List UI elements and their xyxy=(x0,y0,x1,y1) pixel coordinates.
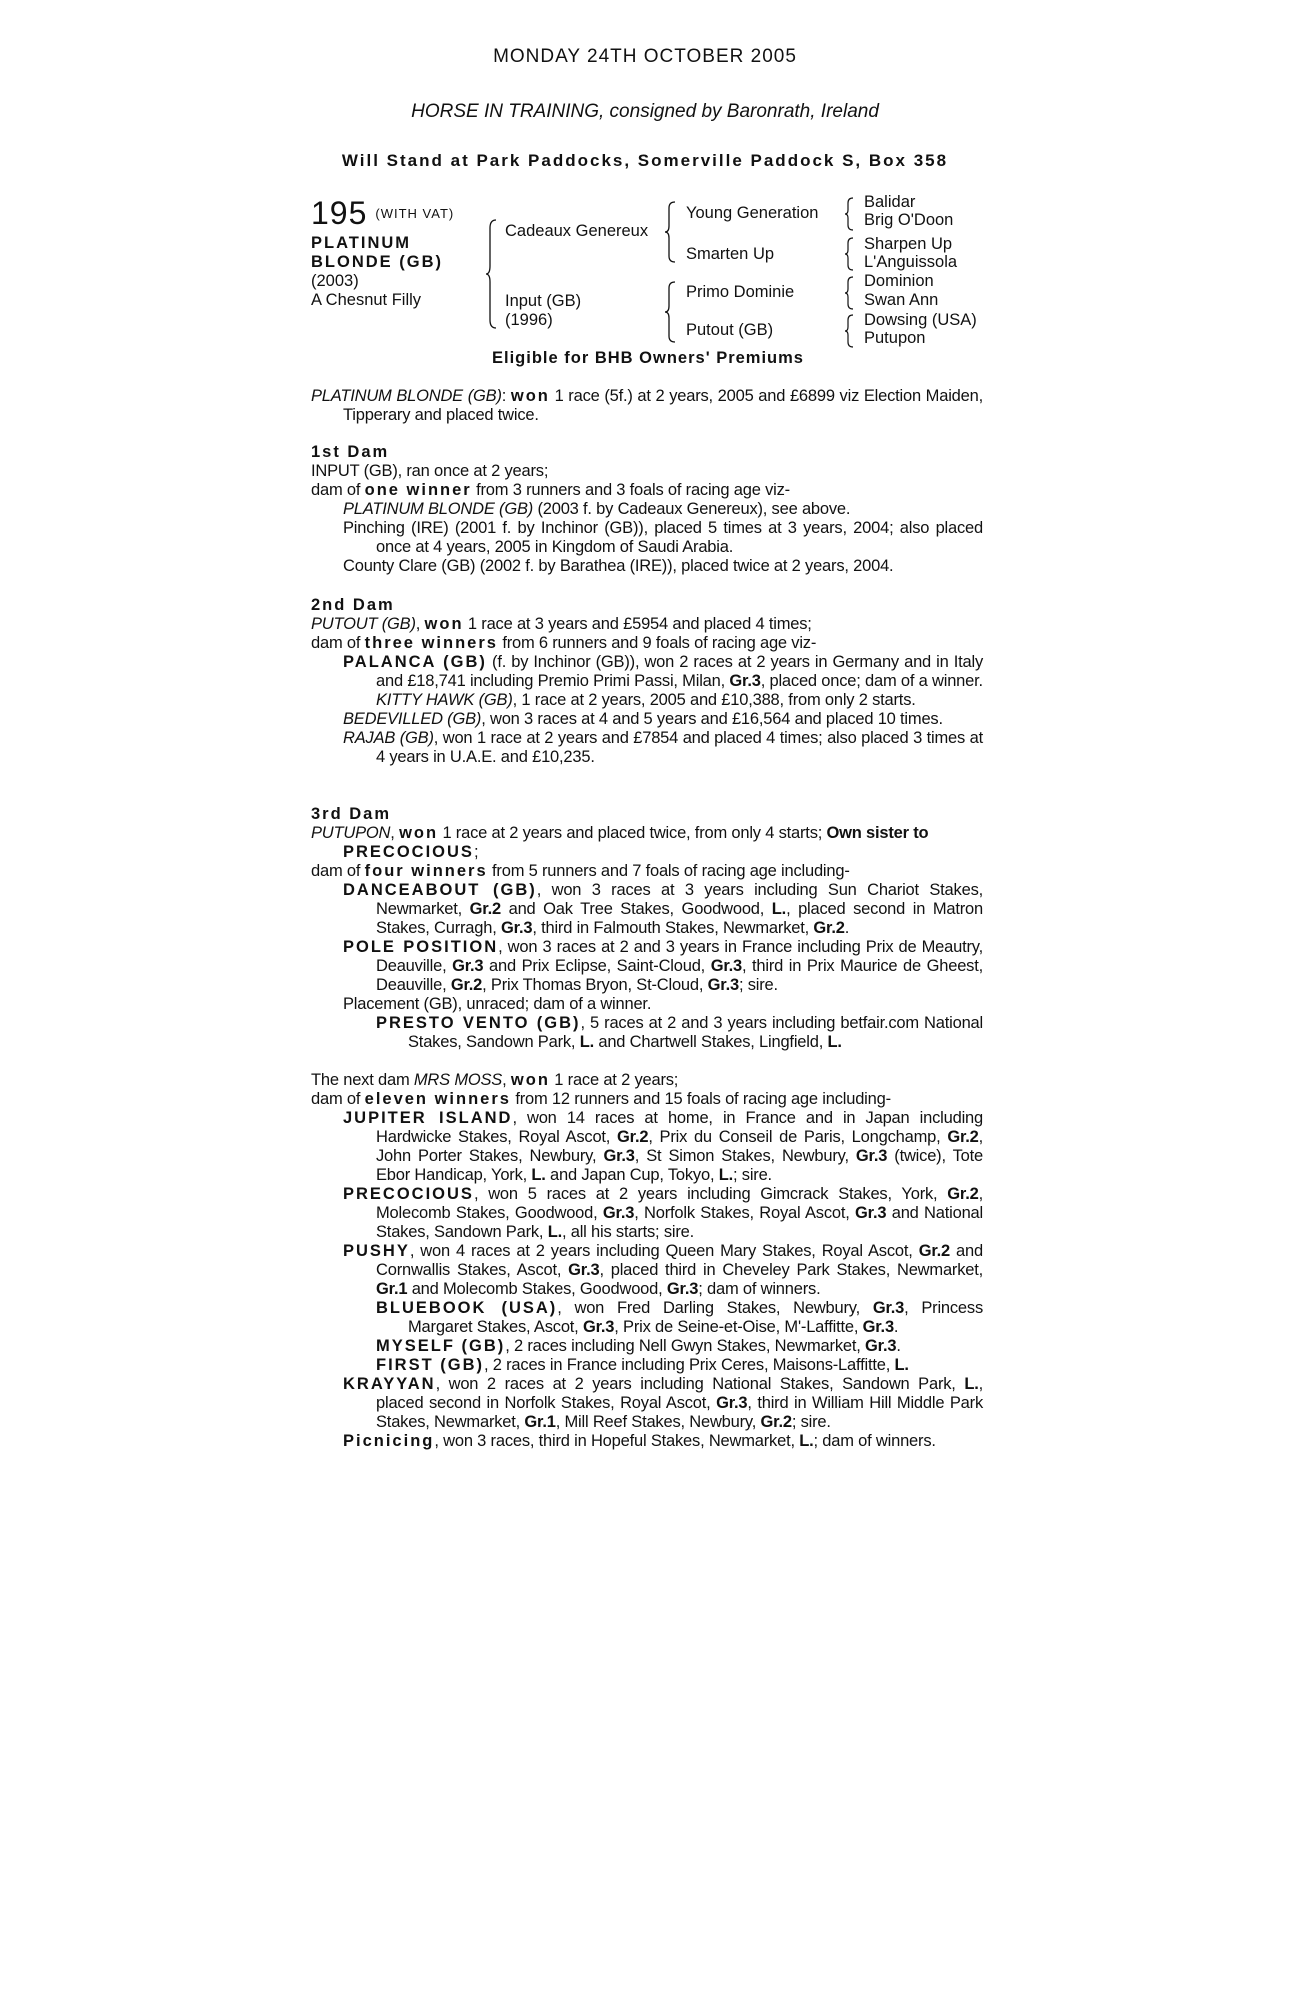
progeny-entry: JUPITER ISLAND, won 14 races at home, in France and in Japan including Hardwicke Stakes, Royal Ascot, Gr.2, Prix du Conseil de Paris, Longchamp, Gr.2, John Porter Stakes, Newbury, Gr.3, St Simon Stakes, Newbury, Gr.3 (twice), Tote Ebor Handicap, York, L. and Japan Cup, Tokyo, L.; sire. xyxy=(343,1109,984,1184)
pedigree-brace-sire xyxy=(665,200,677,264)
pedigree-ds-sire: Dominion xyxy=(864,272,934,290)
stand-location: Will Stand at Park Paddocks, Somerville Paddock S, Box 358 xyxy=(341,151,949,170)
first-dam-title: 1st Dam xyxy=(311,443,390,461)
pedigree-dd-sire: Dowsing (USA) xyxy=(864,311,977,329)
third-dam-title: 3rd Dam xyxy=(311,805,392,823)
pedigree-dd-dam: Putupon xyxy=(864,329,926,347)
third-dam-section xyxy=(311,805,983,1052)
vat-note: (WITH VAT) xyxy=(375,206,455,221)
progeny-entry: County Clare (GB) (2002 f. by Barathea (IRE)), placed twice at 2 years, 2004. xyxy=(343,557,894,575)
pedigree-dam-dam: Putout (GB) xyxy=(686,321,774,339)
lot-number: 195 xyxy=(311,195,368,231)
progeny-entry: KRAYYAN, won 2 races at 2 years including National Stakes, Sandown Park, L., placed second in Norfolk Stakes, Royal Ascot, Gr.3, third in William Hill Middle Park Stakes, Newmarket, Gr.1, Mill Reef Stakes, Newbury, Gr.2; sire. xyxy=(343,1375,983,1431)
horse-name-line2: BLONDE (GB) xyxy=(311,253,443,271)
pedigree-sire-dam: Smarten Up xyxy=(686,245,775,263)
pedigree-ss-sire: Balidar xyxy=(864,193,916,211)
summary-won: won xyxy=(510,387,550,405)
progeny-entry: BLUEBOOK (USA), won Fred Darling Stakes, Newbury, Gr.3, Princess Margaret Stakes, Ascot, Gr.3, Prix de Seine-et-Oise, M'-Laffitte, Gr.3. xyxy=(376,1299,984,1336)
next-dam-section xyxy=(311,1071,983,1451)
horse-name-line1: PLATINUM xyxy=(311,234,412,252)
progeny-entry: Pinching (IRE) (2001 f. by Inchinor (GB)), placed 5 times at 3 years, 2004; also placed once at 4 years, 2005 in Kingdom of Saudi Arabia. xyxy=(343,519,983,556)
pedigree-dam-year: (1996) xyxy=(505,311,553,329)
progeny-entry: DANCEABOUT (GB), won 3 races at 3 years including Sun Chariot Stakes, Newmarket, Gr.2 and Oak Tree Stakes, Goodwood, L., placed second in Matron Stakes, Curragh, Gr.3, third in Falmouth Stakes, Newmarket, Gr.2. xyxy=(343,881,983,937)
lot-number-block xyxy=(311,195,454,232)
progeny-entry: FIRST (GB), 2 races in France including Prix Ceres, Maisons-Laffitte, L. xyxy=(376,1356,909,1374)
pedigree-brace-ds xyxy=(845,275,855,311)
pedigree-sire-sire: Young Generation xyxy=(686,204,819,222)
second-dam-title: 2nd Dam xyxy=(311,596,395,614)
summary-horse-name: PLATINUM BLONDE (GB) xyxy=(311,387,502,405)
consignor-line: HORSE IN TRAINING, consigned by Baronrath, Ireland xyxy=(411,101,879,122)
first-dam-line2: dam of one winner from 3 runners and 3 foals of racing age viz- xyxy=(311,481,790,499)
pedigree-brace-sd xyxy=(845,236,855,272)
pedigree-dam: Input (GB) xyxy=(505,292,582,310)
progeny-entry: PLATINUM BLONDE (GB) (2003 f. by Cadeaux Genereux), see above. xyxy=(343,500,851,518)
next-dam-line1: The next dam MRS MOSS, won 1 race at 2 years; xyxy=(311,1071,679,1089)
pedigree-brace-main xyxy=(486,218,498,330)
pedigree-dam-sire: Primo Dominie xyxy=(686,283,795,301)
second-dam-section xyxy=(311,596,983,767)
progeny-entry: PALANCA (GB) (f. by Inchinor (GB)), won 2 races at 2 years in Germany and in Italy and £18,741 including Premio Primi Passi, Milan, Gr.3, placed once; dam of a winner. xyxy=(343,653,983,690)
summary-paragraph: PLATINUM BLONDE (GB): won 1 race (5f.) at 2 years, 2005 and £6899 viz Election Maiden, Tipperary and placed twice. xyxy=(311,387,983,424)
pedigree-sd-sire: Sharpen Up xyxy=(864,235,953,253)
sale-date: MONDAY 24TH OCTOBER 2005 xyxy=(493,46,797,67)
progeny-entry: KITTY HAWK (GB), 1 race at 2 years, 2005 and £10,388, from only 2 starts. xyxy=(376,691,916,709)
progeny-entry: PRECOCIOUS, won 5 races at 2 years including Gimcrack Stakes, York, Gr.2, Molecomb Stakes, Goodwood, Gr.3, Norfolk Stakes, Royal Ascot, Gr.3 and National Stakes, Sandown Park, L., all his starts; sire. xyxy=(343,1185,983,1241)
progeny-entry: PUSHY, won 4 races at 2 years including Queen Mary Stakes, Royal Ascot, Gr.2 and Cornwallis Stakes, Ascot, Gr.3, placed third in Cheveley Park Stakes, Newmarket, Gr.1 and Molecomb Stakes, Goodwood, Gr.3; dam of winners. xyxy=(343,1242,984,1298)
progeny-entry: Placement (GB), unraced; dam of a winner. xyxy=(343,995,652,1013)
pedigree-sd-dam: L'Anguissola xyxy=(864,253,958,271)
pedigree-sire: Cadeaux Genereux xyxy=(505,222,649,240)
foaling-year: (2003) xyxy=(311,272,359,290)
second-dam-line2: dam of three winners from 6 runners and 9 foals of racing age viz- xyxy=(311,634,817,652)
progeny-entry: POLE POSITION, won 3 races at 2 and 3 years in France including Prix de Meautry, Deauville, Gr.3 and Prix Eclipse, Saint-Cloud, Gr.3, third in Prix Maurice de Gheest, Deauville, Gr.2, Prix Thomas Bryon, St-Cloud, Gr.3; sire. xyxy=(343,938,983,994)
progeny-entry: MYSELF (GB), 2 races including Nell Gwyn Stakes, Newmarket, Gr.3. xyxy=(376,1337,901,1355)
horse-identity xyxy=(311,234,443,310)
horse-description: A Chesnut Filly xyxy=(311,291,422,309)
first-dam-section xyxy=(311,443,983,576)
next-dam-line2: dam of eleven winners from 12 runners and 15 foals of racing age including- xyxy=(311,1090,891,1108)
second-dam-line1: PUTOUT (GB), won 1 race at 3 years and £5954 and placed 4 times; xyxy=(311,615,812,633)
third-dam-line1: PUTUPON, won 1 race at 2 years and placed twice, from only 4 starts; Own sister to PRECOCIOUS; xyxy=(311,824,929,861)
pedigree-brace-ss xyxy=(845,196,855,232)
race-summary xyxy=(311,387,983,425)
pedigree-brace-dd xyxy=(845,313,855,349)
winner-count: one winner xyxy=(364,481,472,499)
eligibility-note: Eligible for BHB Owners' Premiums xyxy=(492,349,804,367)
first-dam-line1: INPUT (GB), ran once at 2 years; xyxy=(311,462,549,480)
progeny-entry: RAJAB (GB), won 1 race at 2 years and £7854 and placed 4 times; also placed 3 times at 4 years in U.A.E. and £10,235. xyxy=(343,729,983,766)
progeny-entry: PRESTO VENTO (GB), 5 races at 2 and 3 years including betfair.com National Stakes, Sandown Park, L. and Chartwell Stakes, Lingfield, L. xyxy=(376,1014,983,1051)
progeny-entry: Picnicing, won 3 races, third in Hopeful Stakes, Newmarket, L.; dam of winners. xyxy=(343,1432,936,1450)
pedigree-ss-dam: Brig O'Doon xyxy=(864,211,954,229)
pedigree-brace-dam xyxy=(665,280,677,344)
summary-text: 1 race (5f.) at 2 years, 2005 and £6899 viz Election Maiden, Tipperary and placed twice. xyxy=(343,387,983,424)
progeny-entry: BEDEVILLED (GB), won 3 races at 4 and 5 years and £16,564 and placed 10 times. xyxy=(343,710,943,728)
pedigree-ds-dam: Swan Ann xyxy=(864,291,939,309)
third-dam-line2: dam of four winners from 5 runners and 7 foals of racing age including- xyxy=(311,862,850,880)
